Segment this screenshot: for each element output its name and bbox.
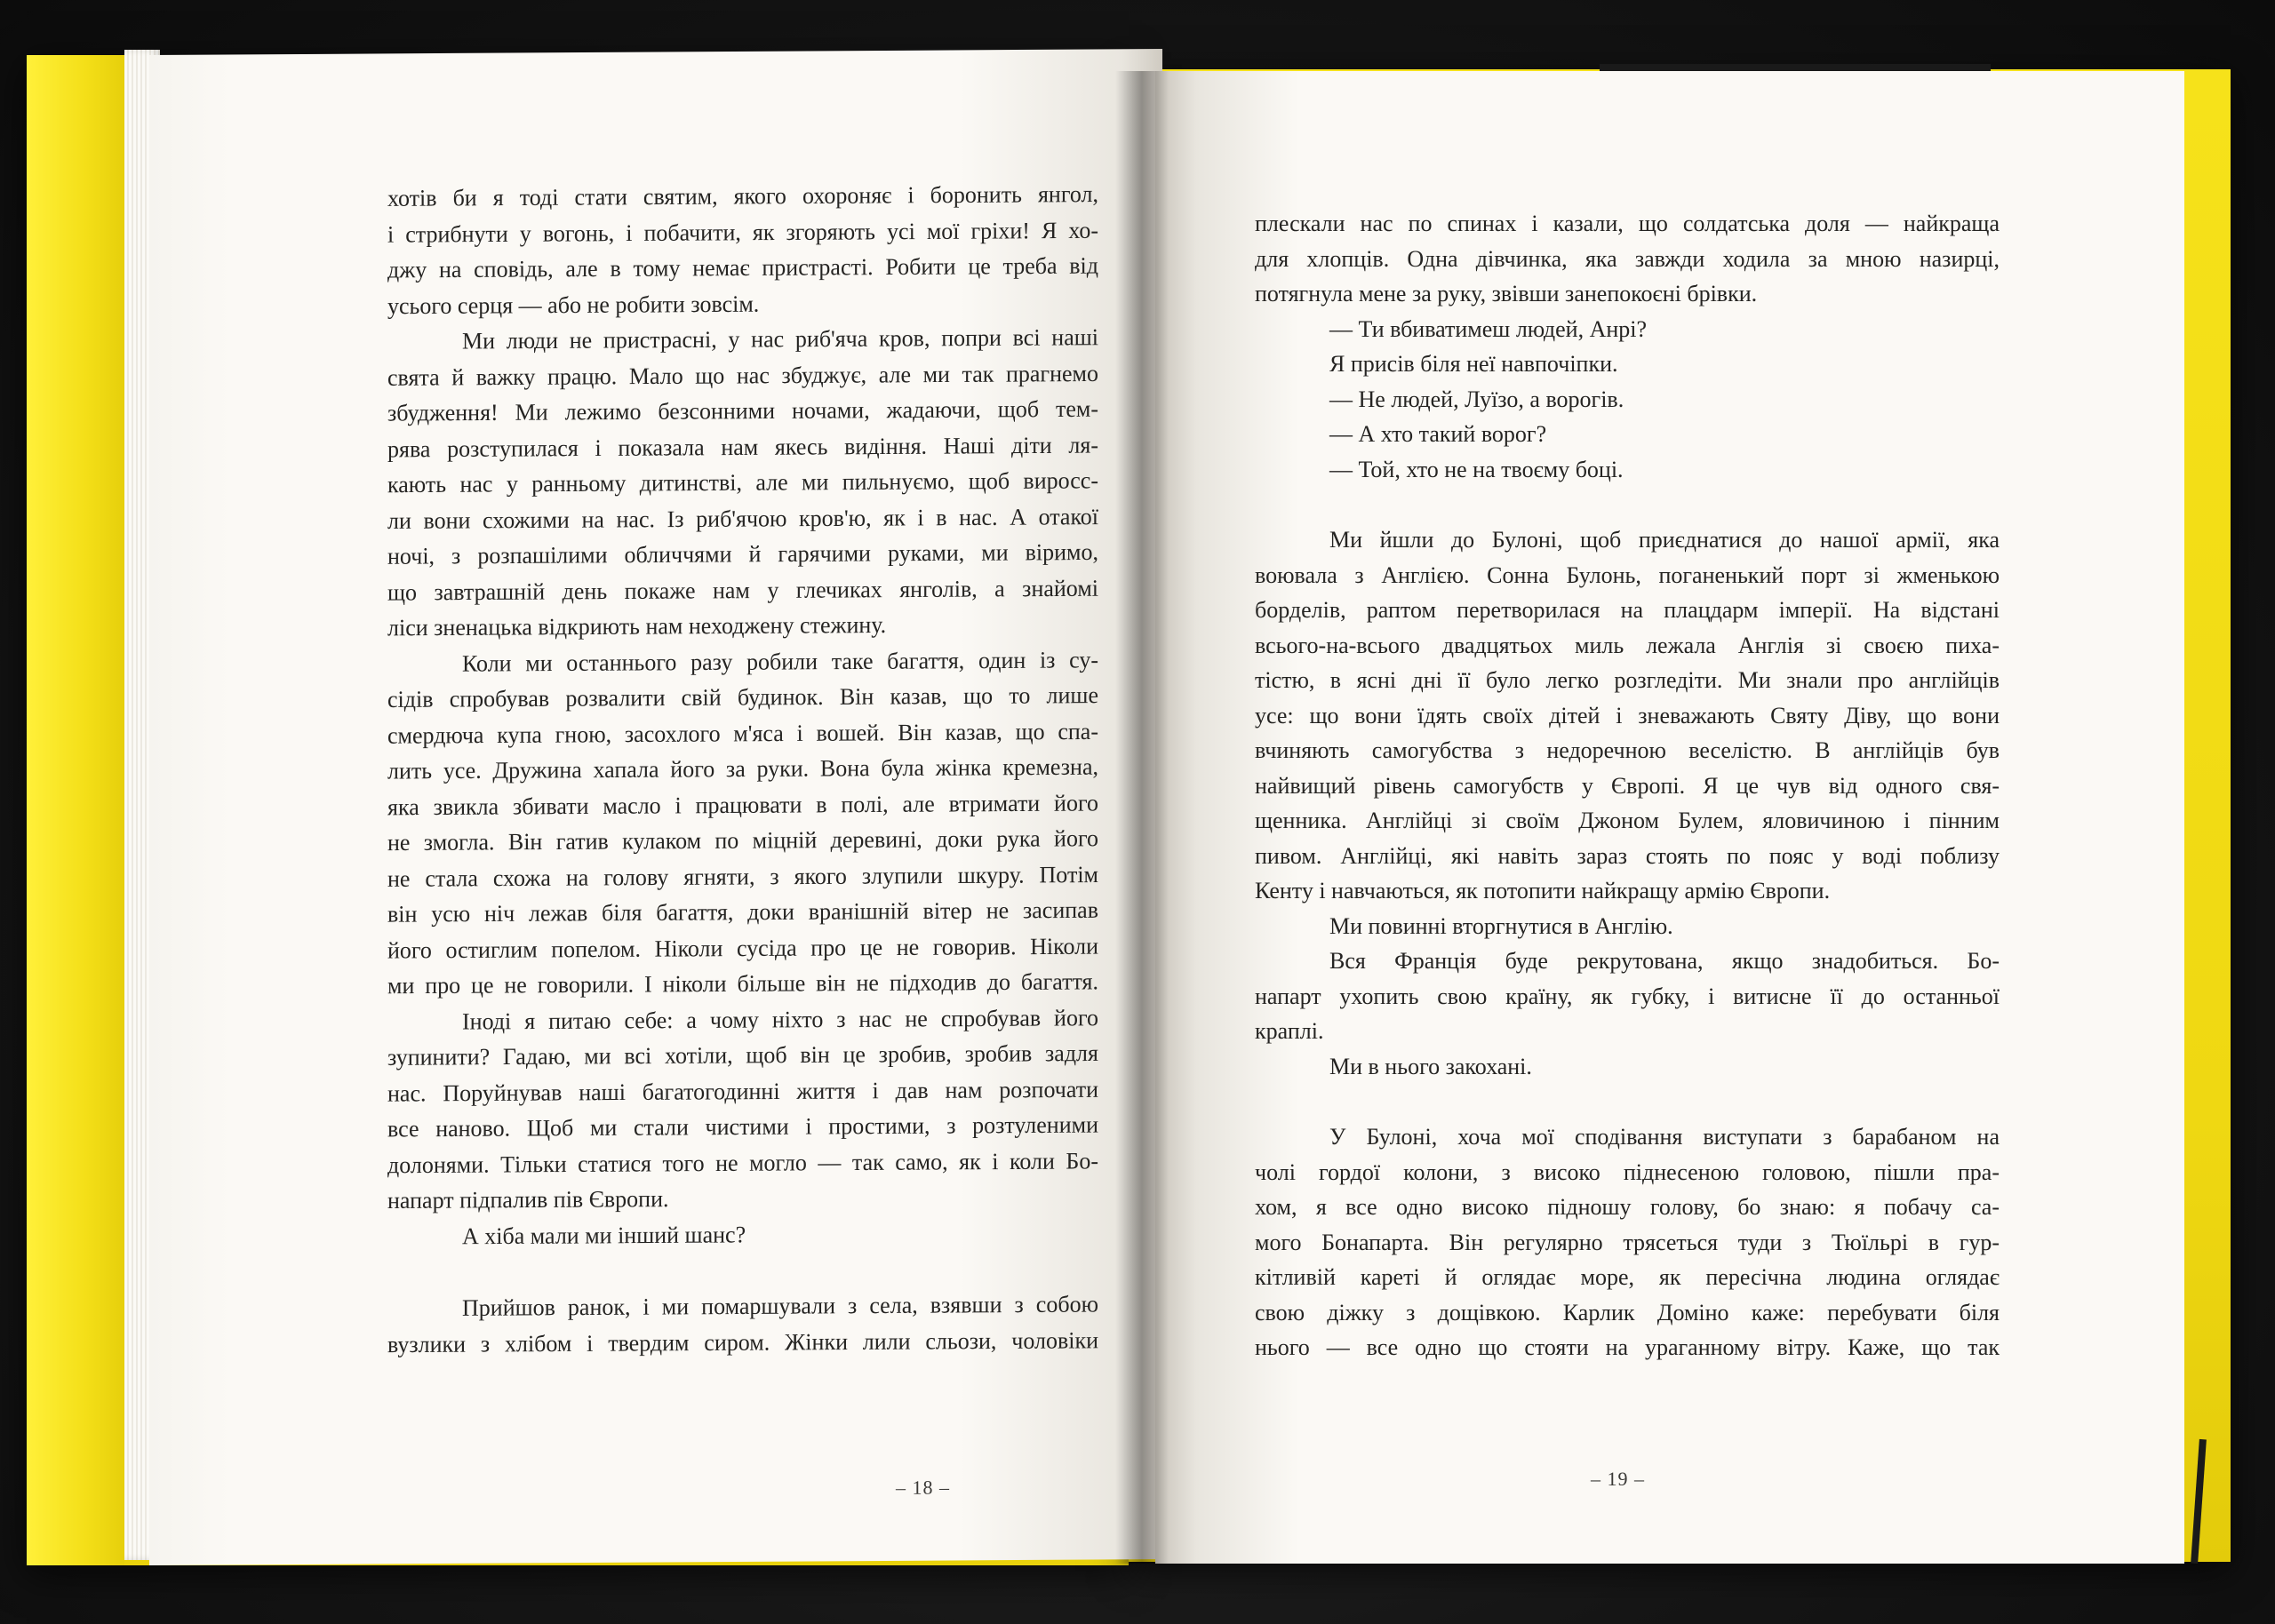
- text-line: хотів би я тоді стати святим, якого охороняє і боронить янгол,: [387, 180, 1098, 212]
- text-line: мого Бонапарта. Він регулярно трясеться туди з Тюїльрі в гур-: [1255, 1229, 2000, 1255]
- text-line: сідів спробував розвалити свій будинок. Він казав, що то лише: [387, 681, 1098, 713]
- text-line: потягнула мене за руку, звівши занепокоєні брівки.: [1255, 281, 1758, 306]
- text-line: напарт підпалив пів Європи.: [387, 1185, 669, 1214]
- text-line: Ми йшли до Булоні, щоб приєднатися до нашої армії, яка: [1329, 527, 2000, 553]
- text-line: ли вони схожими на нас. Із риб'ячою кров'ю, як і в нас. А отакої: [387, 503, 1098, 534]
- text-line: — Не людей, Луїзо, а ворогів.: [1329, 386, 1624, 412]
- text-line: щенника. Англійці зі своїм Джоном Булем, яловичиною і пінним: [1255, 808, 2000, 833]
- right-page-text: [1255, 206, 2000, 1365]
- text-line: не стала схожа на голову ягняти, з якого злупили шкуру. Потім: [387, 861, 1098, 892]
- text-line: Ми повинні вторгнутися в Англію.: [1329, 912, 1673, 939]
- text-line: борделів, раптом перетворилася на плацдарм імперії. На відстані: [1255, 597, 2000, 623]
- left-page-text: [387, 176, 1098, 1362]
- text-line: його остиглим попелом. Ніколи сусіда про це не говорив. Ніколи: [387, 932, 1098, 964]
- text-line: і стрибнути у вогонь, і побачити, як згоряють усі мої гріхи! Я хо-: [387, 216, 1098, 248]
- right-page-number: – 19 –: [1591, 1468, 1645, 1490]
- text-line: лить усе. Дружина хапала його за руки. Вона була жінка кремезна,: [387, 753, 1098, 784]
- text-line: чолі гордої колони, з високо піднесеною головою, пішли пра-: [1255, 1158, 2000, 1185]
- text-line: вчиняють самогубства з недоречною веселістю. В англійців був: [1255, 737, 2000, 763]
- text-line: Я присів біля неї навпочіпки.: [1329, 351, 1618, 377]
- text-line: всього-на-всього двадцятьох миль лежала Англія зі своєю пиха-: [1255, 632, 2000, 658]
- text-line: воювала з Англією. Сонна Булонь, поганенький порт зі жменькою: [1255, 561, 2000, 588]
- text-line: У Булоні, хоча мої сподівання виступати з барабаном на: [1329, 1124, 2000, 1150]
- text-line: Вся Франція буде рекрутована, якщо знадобиться. Бо-: [1329, 948, 2000, 974]
- text-line: Кенту і навчаються, як потопити найкращу армію Європи.: [1255, 878, 1831, 904]
- text-line: долонями. Тільки статися того не могло — так само, як і коли Бо-: [387, 1147, 1098, 1178]
- text-line: вузлики з хлібом і твердим сиром. Жінки лили сльози, чоловіки: [387, 1326, 1098, 1357]
- text-line: свою діжку з дощівкою. Карлик Доміно каже: перебувати біля: [1255, 1299, 2000, 1325]
- text-line: ночі, з розпашілими обличчями й гарячими руками, ми віримо,: [387, 538, 1098, 569]
- text-line: що завтрашній день покаже нам у глечиках янголів, а знайомі: [387, 574, 1098, 606]
- text-line: Ми в нього закохані.: [1329, 1053, 1532, 1079]
- text-line: зупинити? Гадаю, ми всі хотіли, щоб він це зробив, зробив задля: [387, 1039, 1098, 1071]
- right-page: [1155, 71, 2184, 1564]
- text-line: ми про це не говорили. І ніколи більше він не підходив до багаття.: [387, 967, 1098, 999]
- text-line: нього — все одно що стояти на ураганному вітру. Каже, що так: [1255, 1334, 2000, 1360]
- text-line: тістю, в ясні дні її було легко розгледіти. Ми знали про англійців: [1255, 667, 2000, 693]
- text-line: хом, я все одно високо підношу голову, бо знаю: я побачу са-: [1255, 1194, 2000, 1220]
- left-page: [149, 49, 1162, 1565]
- text-line: він усю ніч лежав біля багаття, доки вранішній вітер не засипав: [387, 896, 1098, 927]
- text-line: плескали нас по спинах і казали, що солдатська доля — найкраща: [1255, 211, 2000, 236]
- left-page-number: – 18 –: [896, 1476, 950, 1499]
- text-line: рява розступилася і показала нам якесь видіння. Наші діти ля-: [387, 431, 1098, 463]
- spine-gutter: [1115, 71, 1169, 1564]
- text-line: Ми люди не пристрасні, у нас риб'яча кров, попри всі наші: [462, 323, 1098, 354]
- text-line: для хлопців. Одна дівчинка, яка завжди ходила за мною назирці,: [1255, 245, 2000, 272]
- text-line: кітливій кареті й оглядає море, як пересічна людина оглядає: [1255, 1264, 2000, 1290]
- text-line: свята й важку працю. Мало що нас збуджує, але ми так прагнемо: [387, 359, 1098, 391]
- text-line: нас. Поруйнував наші багатогодинні життя і дав нам розпочати: [387, 1075, 1098, 1107]
- text-line: все наново. Щоб ми стали чистими і простими, з розтуленими: [387, 1111, 1098, 1142]
- text-line: А хіба мали ми інший шанс?: [462, 1221, 746, 1249]
- text-line: кають нас у ранньому дитинстві, але ми пильнуємо, щоб виросс-: [387, 466, 1098, 498]
- text-line: ліси зненацька відкриють нам неходжену стежину.: [387, 611, 887, 641]
- text-line: смердюча купа гною, засохлого м'яса і вошей. Він казав, що спа-: [387, 717, 1098, 749]
- text-line: пивом. Англійці, які навіть зараз стоять по пояс у воді поблизу: [1255, 842, 2000, 869]
- text-line: усе: що вони їдять своїх дітей і зневажають Святу Діву, що вони: [1255, 702, 2000, 728]
- text-line: краплі.: [1255, 1018, 1324, 1044]
- text-line: збудження! Ми лежимо безсонними ночами, жадаючи, щоб тем-: [387, 395, 1098, 426]
- text-line: Іноді я питаю себе: а чому ніхто з нас не спробував його: [462, 1004, 1098, 1035]
- text-line: усього серця — або не робити зовсім.: [387, 290, 760, 319]
- text-line: не змогла. Він гатив кулаком по міцній деревині, доки рука його: [387, 824, 1098, 856]
- text-line: напарт ухопить свою країну, як губку, і витисне її до останньої: [1255, 983, 2000, 1009]
- text-line: Прийшов ранок, і ми помаршували з села, взявши з собою: [462, 1291, 1098, 1321]
- text-line: яка звикла збивати масло і працювати в полі, але втримати його: [387, 789, 1098, 820]
- text-line: — Той, хто не на твоєму боці.: [1329, 456, 1624, 482]
- text-line: — А хто такий ворог?: [1329, 421, 1547, 447]
- text-line: найвищий рівень самогубств у Європі. Я це чув від одного свя-: [1255, 772, 2000, 799]
- text-line: — Ти вбиватимеш людей, Анрі?: [1329, 315, 1648, 342]
- text-line: джу на сповідь, але в тому немає пристрасті. Робити це треба від: [387, 252, 1098, 283]
- text-line: Коли ми останнього разу робили таке багаття, один із су-: [462, 646, 1098, 677]
